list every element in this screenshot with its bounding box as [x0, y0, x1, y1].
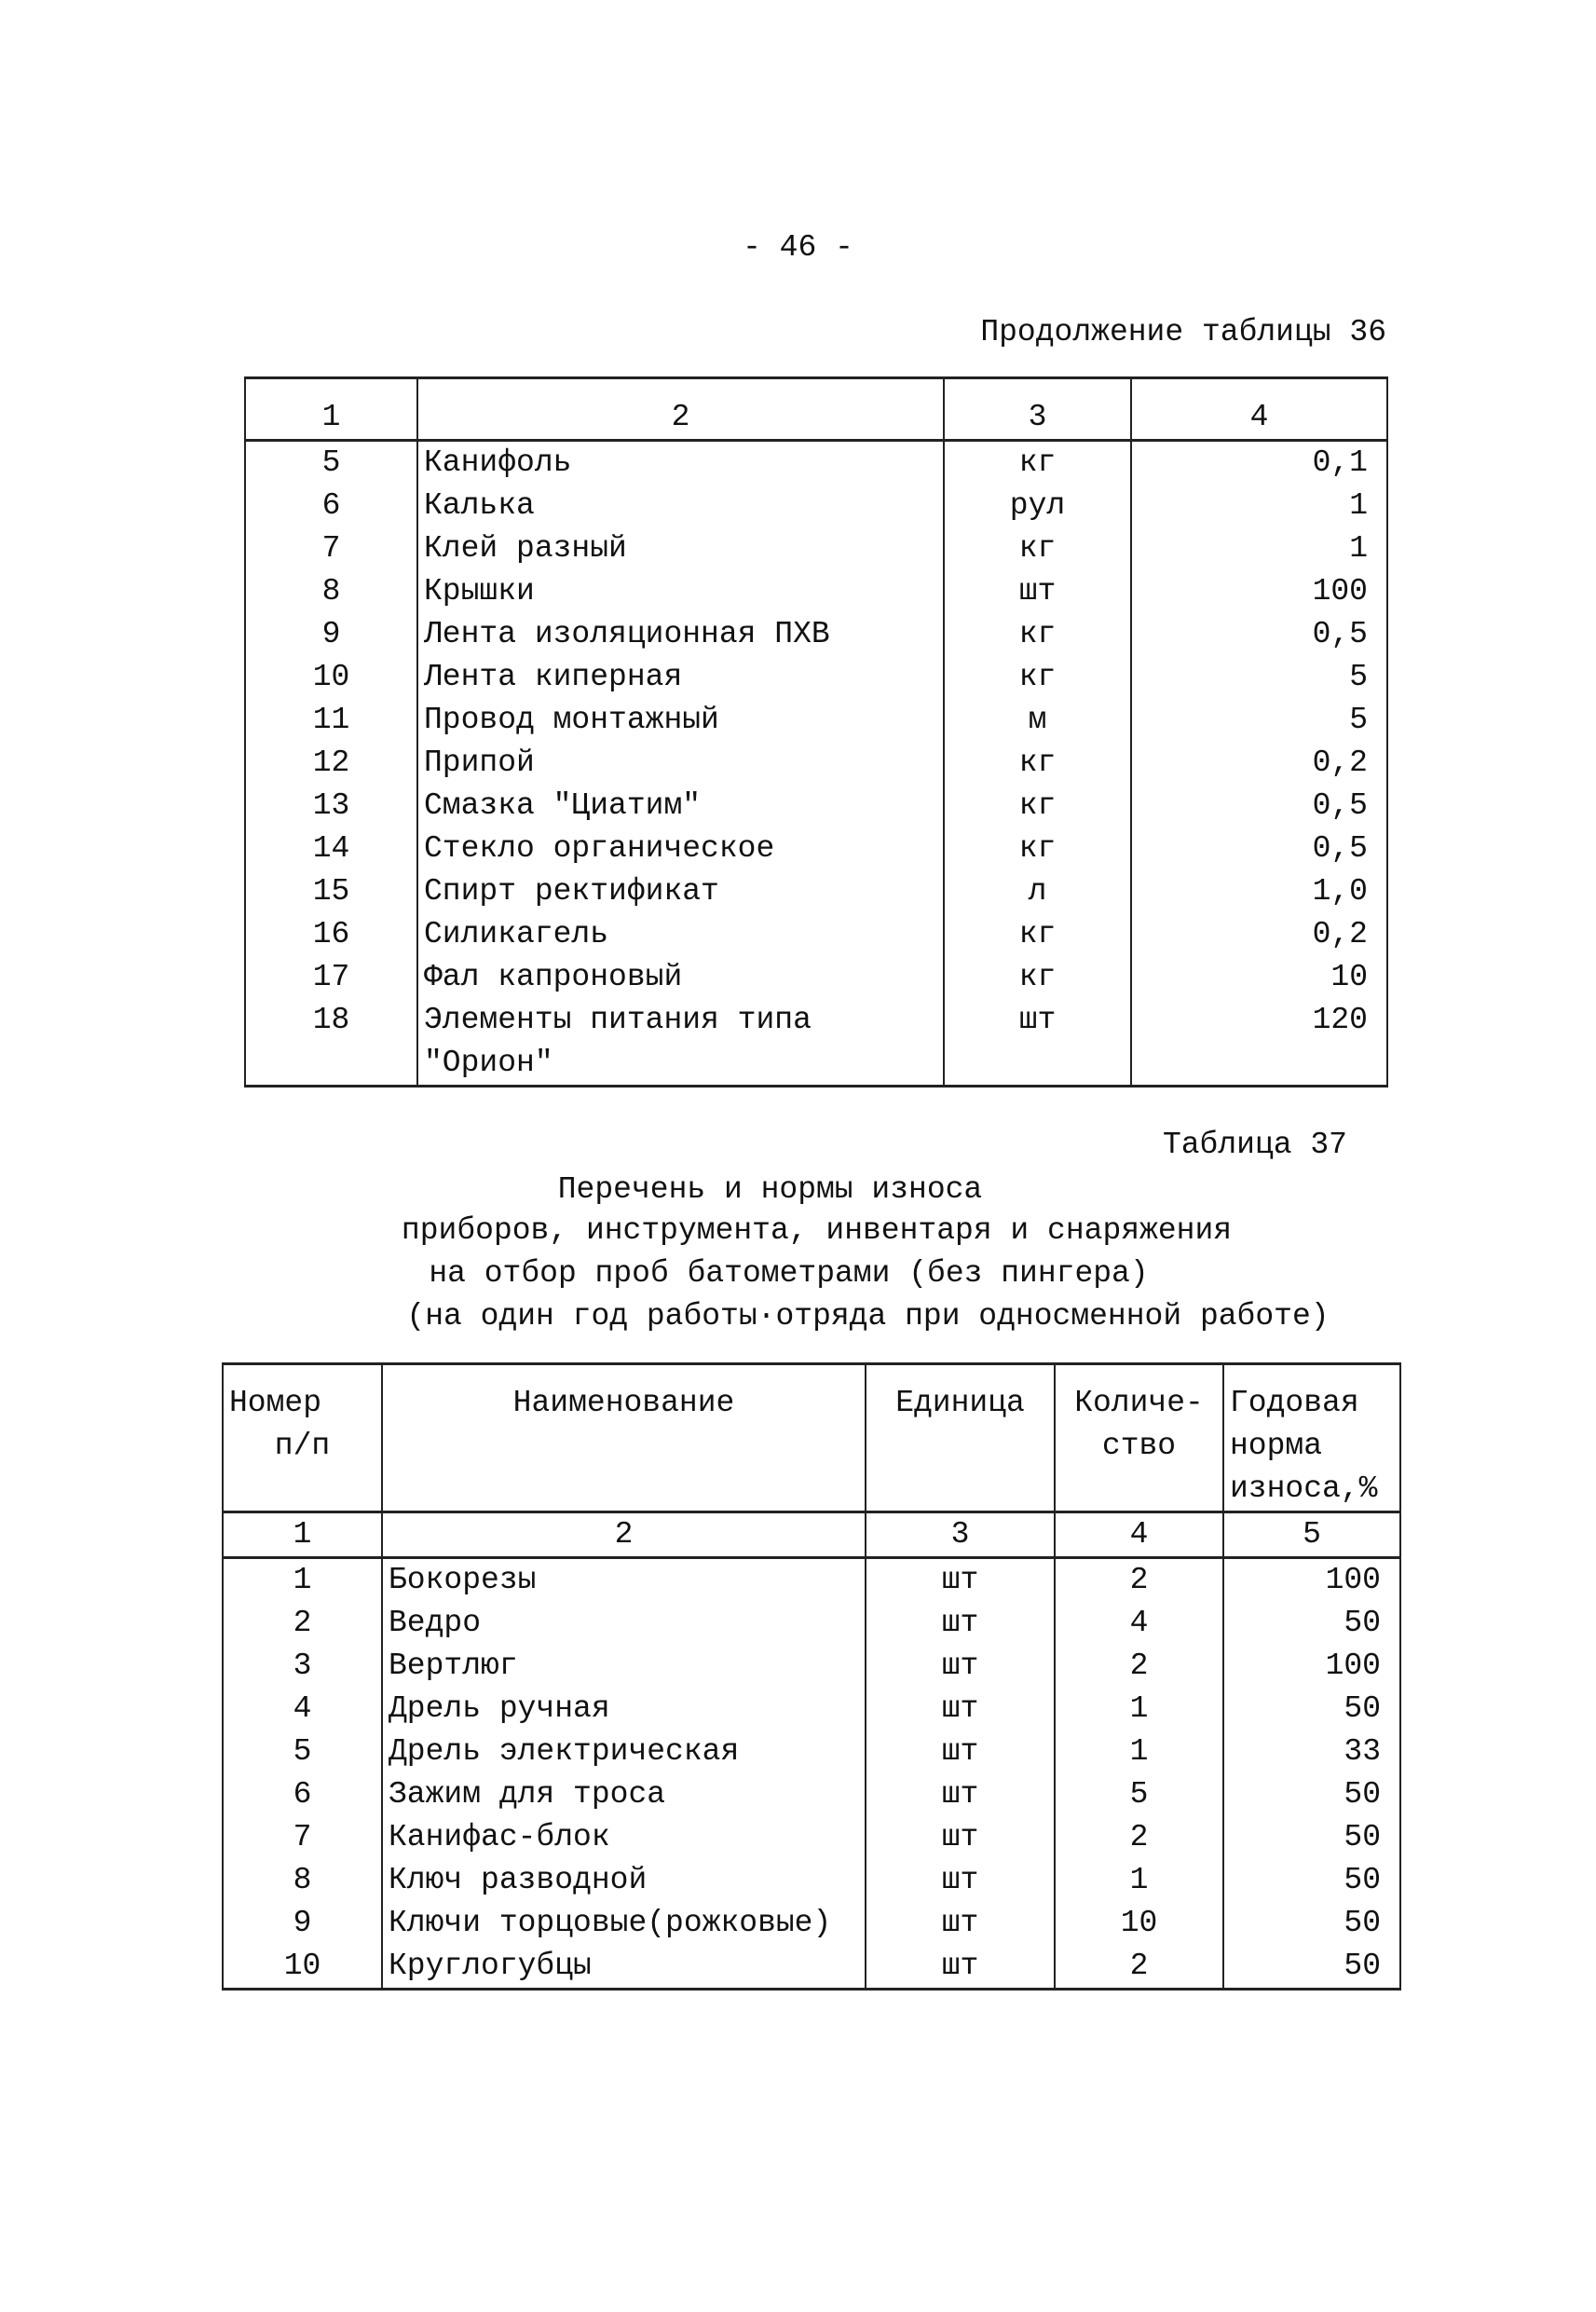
item-unit: кг	[944, 656, 1131, 699]
table-row	[245, 699, 1387, 742]
row-number: 17	[245, 956, 417, 999]
table-row	[245, 656, 1387, 699]
item-value	[1131, 1042, 1387, 1087]
table37-caption-line-3: на отбор проб батометрами (без пингера)	[429, 1256, 1149, 1291]
item-name: Крышки	[417, 570, 944, 613]
item-unit: шт	[866, 1816, 1055, 1859]
page-number: - 46 -	[743, 230, 853, 265]
item-wear-norm: 50	[1223, 1816, 1400, 1859]
item-value: 0,5	[1131, 828, 1387, 870]
column-number: 5	[1223, 1512, 1400, 1558]
header-name	[382, 1468, 866, 1512]
table-row	[223, 1816, 1400, 1859]
item-unit: шт	[866, 1731, 1055, 1773]
row-number: 6	[223, 1773, 382, 1816]
item-name: Канифоль	[417, 441, 944, 486]
item-quantity: 4	[1055, 1602, 1223, 1645]
table-row	[245, 613, 1387, 656]
row-number: 14	[245, 828, 417, 870]
item-unit: рул	[944, 485, 1131, 527]
header-quantity: Количе-	[1055, 1382, 1223, 1425]
row-number: 10	[245, 656, 417, 699]
row-number: 11	[245, 699, 417, 742]
column-number: 1	[245, 396, 417, 441]
item-unit: кг	[944, 828, 1131, 870]
item-wear-norm: 100	[1223, 1645, 1400, 1688]
item-unit: шт	[866, 1558, 1055, 1603]
header-unit: Единица	[866, 1382, 1055, 1425]
item-name: "Орион"	[417, 1042, 944, 1087]
header-row	[223, 1468, 1400, 1512]
table37-caption-line-1: Перечень и нормы износа	[557, 1172, 983, 1207]
table-row	[223, 1773, 1400, 1816]
row-number: 5	[223, 1731, 382, 1773]
table-row	[245, 870, 1387, 913]
item-unit: шт	[866, 1602, 1055, 1645]
item-name: Ключи торцовые(рожковые)	[382, 1902, 866, 1945]
column-number: 4	[1055, 1512, 1223, 1558]
header-unit	[866, 1468, 1055, 1512]
item-quantity: 2	[1055, 1816, 1223, 1859]
item-name: Силикагель	[417, 913, 944, 956]
item-unit: м	[944, 699, 1131, 742]
header-norm: износа,%	[1223, 1468, 1400, 1512]
item-name: Зажим для троса	[382, 1773, 866, 1816]
header-name	[382, 1425, 866, 1468]
item-name: Припой	[417, 742, 944, 785]
table-row	[223, 1902, 1400, 1945]
item-value: 0,2	[1131, 742, 1387, 785]
header-number: Номер	[223, 1382, 382, 1425]
item-unit: шт	[866, 1945, 1055, 1990]
row-number: 3	[223, 1645, 382, 1688]
row-number: 16	[245, 913, 417, 956]
item-wear-norm: 50	[1223, 1773, 1400, 1816]
item-quantity: 1	[1055, 1731, 1223, 1773]
column-number: 2	[382, 1512, 866, 1558]
column-number: 3	[944, 396, 1131, 441]
row-number: 1	[223, 1558, 382, 1603]
column-number: 3	[866, 1512, 1055, 1558]
item-unit	[944, 1042, 1131, 1087]
table-row	[245, 570, 1387, 613]
table-row	[245, 527, 1387, 570]
item-name: Провод монтажный	[417, 699, 944, 742]
row-number	[245, 1042, 417, 1087]
item-quantity: 2	[1055, 1558, 1223, 1603]
row-number: 2	[223, 1602, 382, 1645]
row-number: 13	[245, 785, 417, 828]
table-row	[245, 1042, 1387, 1087]
item-unit: кг	[944, 913, 1131, 956]
table-row	[223, 1645, 1400, 1688]
row-number: 12	[245, 742, 417, 785]
table36-continuation-label: Продолжение таблицы 36	[980, 315, 1386, 349]
item-name: Ключ разводной	[382, 1859, 866, 1902]
item-value: 5	[1131, 699, 1387, 742]
row-number: 7	[223, 1816, 382, 1859]
item-name: Лента киперная	[417, 656, 944, 699]
row-number: 8	[223, 1859, 382, 1902]
item-unit: шт	[866, 1773, 1055, 1816]
item-name: Дрель ручная	[382, 1688, 866, 1731]
table-row	[223, 1945, 1400, 1990]
item-name: Дрель электрическая	[382, 1731, 866, 1773]
column-number-row	[245, 396, 1387, 441]
row-number: 9	[223, 1902, 382, 1945]
table37-label: Таблица 37	[1162, 1128, 1347, 1162]
item-unit: л	[944, 870, 1131, 913]
item-unit: кг	[944, 441, 1131, 486]
header-quantity: ство	[1055, 1425, 1223, 1468]
item-value: 120	[1131, 999, 1387, 1042]
table-row	[245, 999, 1387, 1042]
table-37	[222, 1362, 1401, 1991]
table-row	[245, 828, 1387, 870]
row-number: 7	[245, 527, 417, 570]
item-unit: шт	[866, 1859, 1055, 1902]
item-wear-norm: 50	[1223, 1902, 1400, 1945]
item-name: Спирт ректификат	[417, 870, 944, 913]
item-value: 100	[1131, 570, 1387, 613]
header-unit	[866, 1425, 1055, 1468]
item-wear-norm: 50	[1223, 1945, 1400, 1990]
item-name: Бокорезы	[382, 1558, 866, 1603]
item-unit: кг	[944, 956, 1131, 999]
row-number: 18	[245, 999, 417, 1042]
table-row	[245, 485, 1387, 527]
header-number: п/п	[223, 1425, 382, 1468]
item-value: 10	[1131, 956, 1387, 999]
item-unit: кг	[944, 527, 1131, 570]
item-unit: кг	[944, 613, 1131, 656]
table-row	[245, 441, 1387, 486]
table-row	[245, 785, 1387, 828]
header-name: Наименование	[382, 1382, 866, 1425]
row-number: 15	[245, 870, 417, 913]
item-quantity: 10	[1055, 1902, 1223, 1945]
table-row	[245, 742, 1387, 785]
table-top-spacer	[223, 1364, 1400, 1383]
item-wear-norm: 33	[1223, 1731, 1400, 1773]
header-number	[223, 1468, 382, 1512]
row-number: 9	[245, 613, 417, 656]
item-unit: шт	[866, 1645, 1055, 1688]
item-wear-norm: 50	[1223, 1688, 1400, 1731]
item-quantity: 5	[1055, 1773, 1223, 1816]
item-name: Вертлюг	[382, 1645, 866, 1688]
table-row	[245, 956, 1387, 999]
item-value: 1	[1131, 527, 1387, 570]
header-quantity	[1055, 1468, 1223, 1512]
item-name: Фал капроновый	[417, 956, 944, 999]
item-quantity: 1	[1055, 1688, 1223, 1731]
item-wear-norm: 100	[1223, 1558, 1400, 1603]
item-name: Круглогубцы	[382, 1945, 866, 1990]
item-quantity: 1	[1055, 1859, 1223, 1902]
item-unit: шт	[866, 1688, 1055, 1731]
item-quantity: 2	[1055, 1645, 1223, 1688]
item-wear-norm: 50	[1223, 1602, 1400, 1645]
table-row	[223, 1859, 1400, 1902]
item-value: 0,5	[1131, 613, 1387, 656]
table-row	[245, 913, 1387, 956]
row-number: 8	[245, 570, 417, 613]
item-unit: шт	[944, 570, 1131, 613]
header-norm: норма	[1223, 1425, 1400, 1468]
item-name: Ведро	[382, 1602, 866, 1645]
table-row	[223, 1731, 1400, 1773]
item-name: Стекло органическое	[417, 828, 944, 870]
table37-caption-line-2: приборов, инструмента, инвентаря и снаряжения	[401, 1213, 1233, 1248]
column-number: 1	[223, 1512, 382, 1558]
table37-caption-line-4: (на один год работы·отряда при односменной работе)	[406, 1299, 1330, 1334]
item-name: Канифас-блок	[382, 1816, 866, 1859]
row-number: 4	[223, 1688, 382, 1731]
header-row	[223, 1425, 1400, 1468]
item-value: 1	[1131, 485, 1387, 527]
table-36	[244, 376, 1388, 1088]
item-wear-norm: 50	[1223, 1859, 1400, 1902]
item-name: Элементы питания типа	[417, 999, 944, 1042]
row-number: 10	[223, 1945, 382, 1990]
item-value: 0,2	[1131, 913, 1387, 956]
table-row	[223, 1602, 1400, 1645]
column-number: 4	[1131, 396, 1387, 441]
table-row	[223, 1558, 1400, 1603]
table-top-spacer	[245, 378, 1387, 397]
row-number: 5	[245, 441, 417, 486]
item-name: Калька	[417, 485, 944, 527]
item-value: 5	[1131, 656, 1387, 699]
column-number: 2	[417, 396, 944, 441]
item-unit: шт	[866, 1902, 1055, 1945]
row-number: 6	[245, 485, 417, 527]
item-unit: шт	[944, 999, 1131, 1042]
header-row	[223, 1382, 1400, 1425]
item-value: 0,5	[1131, 785, 1387, 828]
item-name: Лента изоляционная ПХВ	[417, 613, 944, 656]
item-unit: кг	[944, 785, 1131, 828]
column-number-row	[223, 1512, 1400, 1558]
item-name: Клей разный	[417, 527, 944, 570]
item-value: 0,1	[1131, 441, 1387, 486]
item-unit: кг	[944, 742, 1131, 785]
item-quantity: 2	[1055, 1945, 1223, 1990]
item-name: Смазка "Циатим"	[417, 785, 944, 828]
item-value: 1,0	[1131, 870, 1387, 913]
header-norm: Годовая	[1223, 1382, 1400, 1425]
table-row	[223, 1688, 1400, 1731]
